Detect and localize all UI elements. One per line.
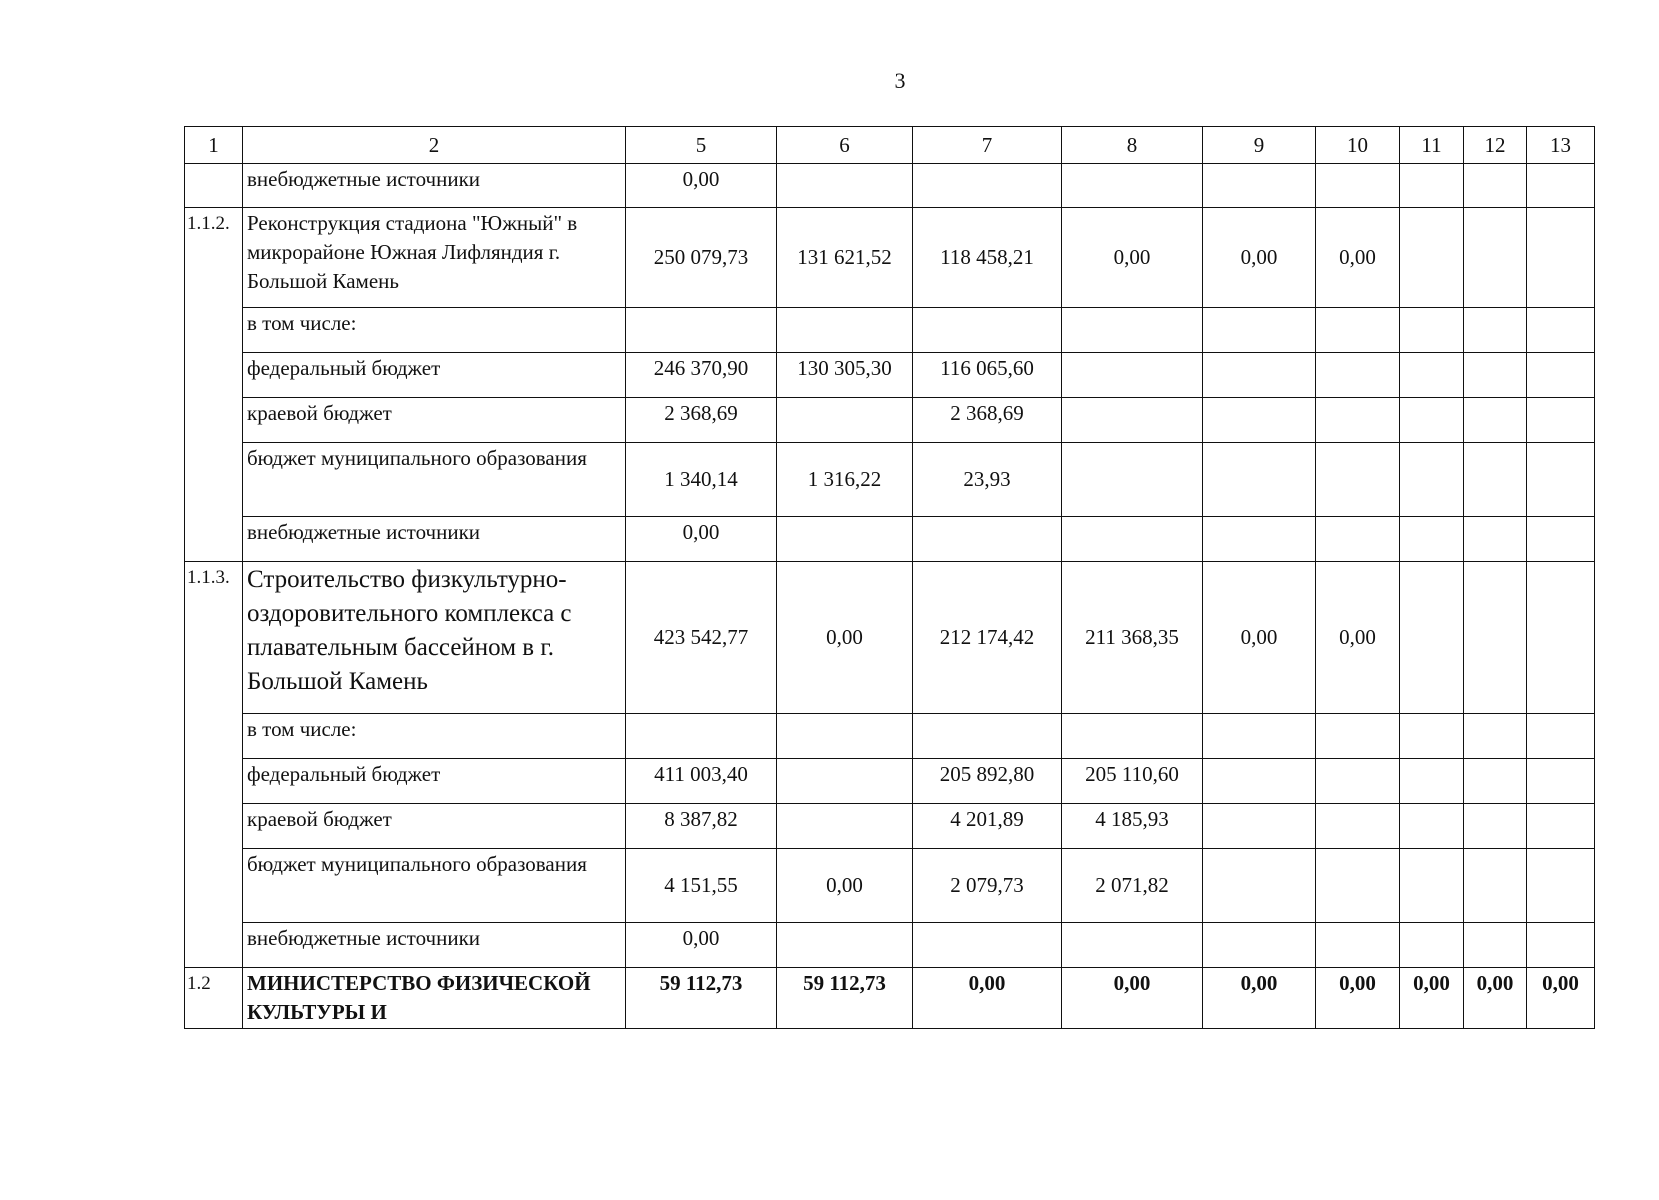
value-cell	[1464, 759, 1527, 804]
row-name-cell: краевой бюджет	[243, 804, 626, 849]
table-row	[185, 923, 1595, 968]
value-cell: 0,00	[626, 923, 777, 968]
column-header: 13	[1527, 127, 1595, 164]
row-number-cell: 1.1.2.	[185, 208, 243, 562]
value-cell	[1203, 923, 1316, 968]
value-cell: 1 316,22	[777, 443, 913, 517]
value-cell	[1400, 443, 1464, 517]
value-cell	[1527, 353, 1595, 398]
value-cell	[777, 804, 913, 849]
table-row	[185, 443, 1595, 517]
value-cell: 2 368,69	[913, 398, 1062, 443]
value-cell	[777, 923, 913, 968]
value-cell	[913, 164, 1062, 208]
value-cell	[1464, 923, 1527, 968]
value-cell	[1203, 804, 1316, 849]
value-cell: 0,00	[777, 562, 913, 714]
value-cell	[626, 714, 777, 759]
column-header: 1	[185, 127, 243, 164]
value-cell	[1400, 562, 1464, 714]
value-cell	[913, 308, 1062, 353]
value-cell	[1316, 308, 1400, 353]
value-cell	[1464, 849, 1527, 923]
value-cell	[1464, 164, 1527, 208]
header-row	[185, 127, 1595, 164]
value-cell	[1316, 714, 1400, 759]
value-cell: 59 112,73	[777, 968, 913, 1029]
value-cell	[1527, 923, 1595, 968]
row-name-cell: краевой бюджет	[243, 398, 626, 443]
value-cell: 2 071,82	[1062, 849, 1203, 923]
table-row	[185, 804, 1595, 849]
value-cell	[1062, 164, 1203, 208]
value-cell	[1203, 353, 1316, 398]
column-header: 2	[243, 127, 626, 164]
row-name-cell: федеральный бюджет	[243, 353, 626, 398]
value-cell: 0,00	[1400, 968, 1464, 1029]
value-cell	[1527, 517, 1595, 562]
value-cell	[1062, 517, 1203, 562]
value-cell	[1400, 308, 1464, 353]
value-cell: 118 458,21	[913, 208, 1062, 308]
value-cell	[1203, 714, 1316, 759]
value-cell	[1400, 353, 1464, 398]
value-cell	[1062, 353, 1203, 398]
value-cell	[1527, 714, 1595, 759]
table-row	[185, 164, 1595, 208]
row-name-cell: внебюджетные источники	[243, 164, 626, 208]
table-row	[185, 562, 1595, 714]
column-header: 6	[777, 127, 913, 164]
table-row	[185, 849, 1595, 923]
value-cell: 205 892,80	[913, 759, 1062, 804]
value-cell	[777, 517, 913, 562]
value-cell	[1464, 353, 1527, 398]
value-cell	[1316, 517, 1400, 562]
value-cell	[1316, 353, 1400, 398]
value-cell	[1316, 398, 1400, 443]
value-cell: 0,00	[626, 517, 777, 562]
budget-table	[184, 126, 1595, 1029]
column-header: 10	[1316, 127, 1400, 164]
row-name-cell: МИНИСТЕРСТВО ФИЗИЧЕСКОЙ КУЛЬТУРЫ И	[243, 968, 626, 1029]
value-cell	[1400, 759, 1464, 804]
value-cell: 0,00	[1316, 562, 1400, 714]
row-name-cell: бюджет муниципального образования	[243, 849, 626, 923]
value-cell	[1316, 923, 1400, 968]
value-cell	[1062, 398, 1203, 443]
value-cell	[913, 714, 1062, 759]
value-cell: 411 003,40	[626, 759, 777, 804]
row-name-cell: внебюджетные источники	[243, 517, 626, 562]
value-cell: 0,00	[1203, 562, 1316, 714]
value-cell	[1464, 443, 1527, 517]
value-cell: 0,00	[913, 968, 1062, 1029]
value-cell	[1400, 164, 1464, 208]
value-cell: 0,00	[1464, 968, 1527, 1029]
row-name-cell: Строительство физкультурно-оздоровительного комплекса с плавательным бассейном в г. Большой Камень	[243, 562, 626, 714]
value-cell	[1316, 849, 1400, 923]
column-header: 12	[1464, 127, 1527, 164]
value-cell	[1203, 849, 1316, 923]
value-cell	[1527, 759, 1595, 804]
value-cell	[1464, 562, 1527, 714]
value-cell	[777, 398, 913, 443]
value-cell: 0,00	[1062, 968, 1203, 1029]
value-cell	[1527, 849, 1595, 923]
value-cell: 0,00	[1527, 968, 1595, 1029]
value-cell: 4 151,55	[626, 849, 777, 923]
value-cell	[1203, 308, 1316, 353]
value-cell	[1062, 308, 1203, 353]
value-cell	[1527, 208, 1595, 308]
value-cell	[1400, 714, 1464, 759]
row-number-cell	[185, 164, 243, 208]
table-row	[185, 759, 1595, 804]
value-cell	[1527, 164, 1595, 208]
value-cell: 0,00	[1316, 208, 1400, 308]
column-header: 11	[1400, 127, 1464, 164]
value-cell	[1527, 443, 1595, 517]
row-name-cell: федеральный бюджет	[243, 759, 626, 804]
value-cell: 0,00	[626, 164, 777, 208]
value-cell	[777, 714, 913, 759]
table-row	[185, 353, 1595, 398]
value-cell: 0,00	[1203, 968, 1316, 1029]
value-cell: 211 368,35	[1062, 562, 1203, 714]
row-name-cell: в том числе:	[243, 714, 626, 759]
value-cell: 0,00	[1062, 208, 1203, 308]
value-cell	[1203, 759, 1316, 804]
value-cell: 246 370,90	[626, 353, 777, 398]
value-cell	[1203, 517, 1316, 562]
value-cell: 2 368,69	[626, 398, 777, 443]
table-row	[185, 714, 1595, 759]
value-cell	[1400, 923, 1464, 968]
value-cell	[1527, 398, 1595, 443]
value-cell	[1203, 164, 1316, 208]
value-cell	[1527, 804, 1595, 849]
value-cell	[1062, 923, 1203, 968]
value-cell	[777, 308, 913, 353]
row-name-cell: бюджет муниципального образования	[243, 443, 626, 517]
value-cell	[913, 923, 1062, 968]
value-cell	[1316, 759, 1400, 804]
value-cell	[1464, 804, 1527, 849]
value-cell: 0,00	[1203, 208, 1316, 308]
value-cell: 212 174,42	[913, 562, 1062, 714]
value-cell: 2 079,73	[913, 849, 1062, 923]
row-name-cell: в том числе:	[243, 308, 626, 353]
row-name-cell: внебюджетные источники	[243, 923, 626, 968]
value-cell: 131 621,52	[777, 208, 913, 308]
value-cell: 423 542,77	[626, 562, 777, 714]
value-cell	[1316, 804, 1400, 849]
value-cell	[1400, 804, 1464, 849]
value-cell: 4 201,89	[913, 804, 1062, 849]
value-cell	[1400, 517, 1464, 562]
table-row	[185, 308, 1595, 353]
column-header: 5	[626, 127, 777, 164]
value-cell: 205 110,60	[1062, 759, 1203, 804]
value-cell: 23,93	[913, 443, 1062, 517]
value-cell: 8 387,82	[626, 804, 777, 849]
table-row	[185, 517, 1595, 562]
table-row	[185, 398, 1595, 443]
value-cell	[1203, 398, 1316, 443]
value-cell	[1062, 443, 1203, 517]
column-header: 7	[913, 127, 1062, 164]
page-number: 3	[894, 68, 906, 93]
row-number-cell: 1.1.3.	[185, 562, 243, 968]
value-cell	[1316, 443, 1400, 517]
value-cell	[1400, 398, 1464, 443]
value-cell: 0,00	[1316, 968, 1400, 1029]
value-cell	[1464, 308, 1527, 353]
value-cell: 4 185,93	[1062, 804, 1203, 849]
row-name-cell: Реконструкция стадиона "Южный" в микрорайоне Южная Лифляндия г. Большой Камень	[243, 208, 626, 308]
value-cell	[1400, 208, 1464, 308]
value-cell	[626, 308, 777, 353]
value-cell	[777, 759, 913, 804]
value-cell	[1203, 443, 1316, 517]
value-cell	[1527, 562, 1595, 714]
value-cell	[1062, 714, 1203, 759]
table-row	[185, 968, 1595, 1029]
column-header: 8	[1062, 127, 1203, 164]
column-header: 9	[1203, 127, 1316, 164]
value-cell: 116 065,60	[913, 353, 1062, 398]
value-cell: 0,00	[777, 849, 913, 923]
value-cell	[1464, 714, 1527, 759]
value-cell	[1527, 308, 1595, 353]
value-cell	[1464, 208, 1527, 308]
value-cell	[777, 164, 913, 208]
value-cell: 1 340,14	[626, 443, 777, 517]
value-cell	[1316, 164, 1400, 208]
value-cell	[1464, 398, 1527, 443]
value-cell: 59 112,73	[626, 968, 777, 1029]
value-cell	[913, 517, 1062, 562]
row-number-cell: 1.2	[185, 968, 243, 1029]
value-cell: 250 079,73	[626, 208, 777, 308]
value-cell: 130 305,30	[777, 353, 913, 398]
table-row	[185, 208, 1595, 308]
value-cell	[1400, 849, 1464, 923]
value-cell	[1464, 517, 1527, 562]
